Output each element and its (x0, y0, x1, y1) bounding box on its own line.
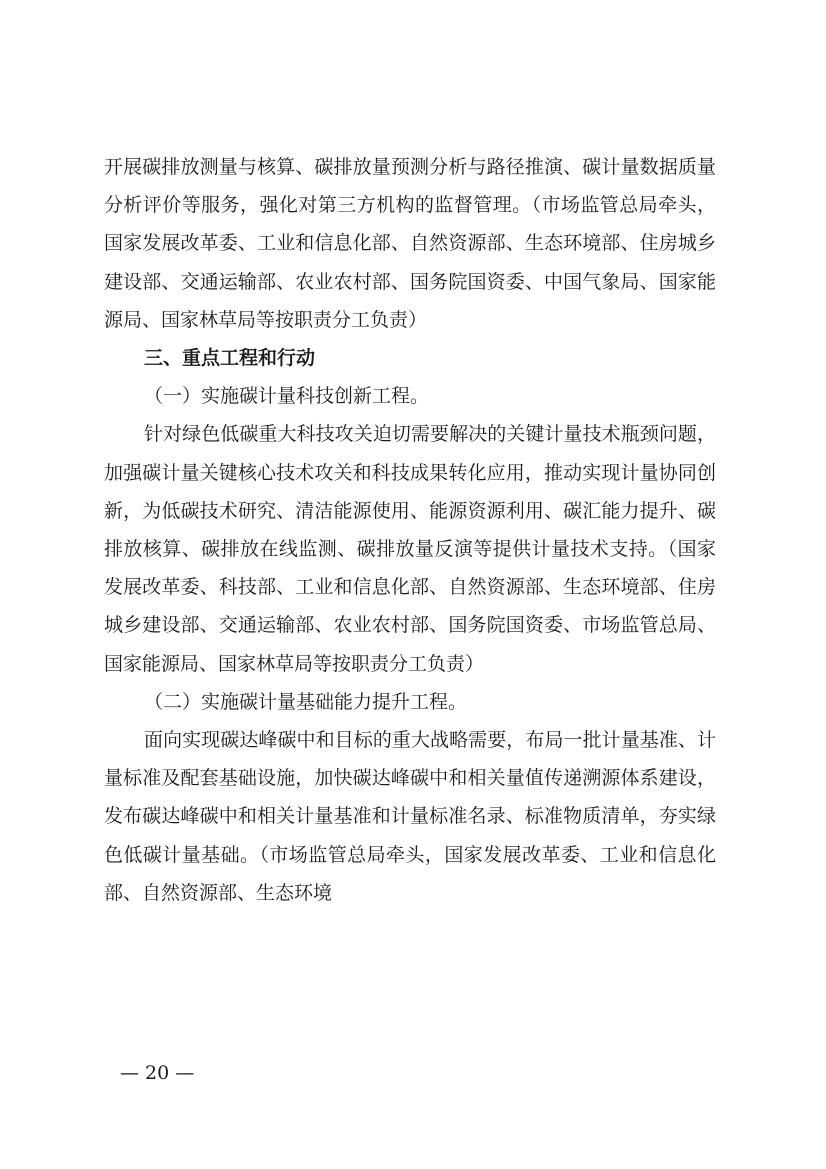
body-paragraph: 面向实现碳达峰碳中和目标的重大战略需要，布局一批计量基准、计量标准及配套基础设施，加快碳达峰碳中和相关量值传递溯源体系建设，发布碳达峰碳中和相关计量基准和计量标准名录、标准物质清单，夯实绿色低碳计量基础。（市场监管总局牵头，国家发展改革委、工业和信息化部、自然资源部、生态环境 (104, 729, 716, 904)
subsection-heading: （二）实施碳计量基础能力提升工程。 (144, 690, 468, 713)
body-paragraph: 针对绿色低碳重大科技攻关迫切需要解决的关键计量技术瓶颈问题，加强碳计量关键核心技术攻关和科技成果转化应用，推动实现计量协同创新，为低碳技术研究、清洁能源使用、能源资源利用、碳汇能力提升、碳排放核算、碳排放在线监测、碳排放量反演等提供计量技术支持。（国家发展改革委、科技部、工业和信息化部、自然资源部、生态环境部、住房城乡建设部、交通运输部、农业农村部、国务院国资委、市场监管总局、国家能源局、国家林草局等按职责分工负责） (104, 423, 716, 675)
page-number: — 20 — (120, 1062, 195, 1084)
section-heading: 三、重点工程和行动 (144, 347, 316, 370)
paragraph-continuation: 开展碳排放测量与核算、碳排放量预测分析与路径推演、碳计量数据质量分析评价等服务，强化对第三方机构的监督管理。（市场监管总局牵头，国家发展改革委、工业和信息化部、自然资源部、生态环境部、住房城乡建设部、交通运输部、农业农村部、国务院国资委、中国气象局、国家能源局、国家林草局等按职责分工负责） (104, 156, 716, 331)
subsection-heading: （一）实施碳计量科技创新工程。 (144, 385, 430, 408)
document-body (104, 148, 716, 912)
